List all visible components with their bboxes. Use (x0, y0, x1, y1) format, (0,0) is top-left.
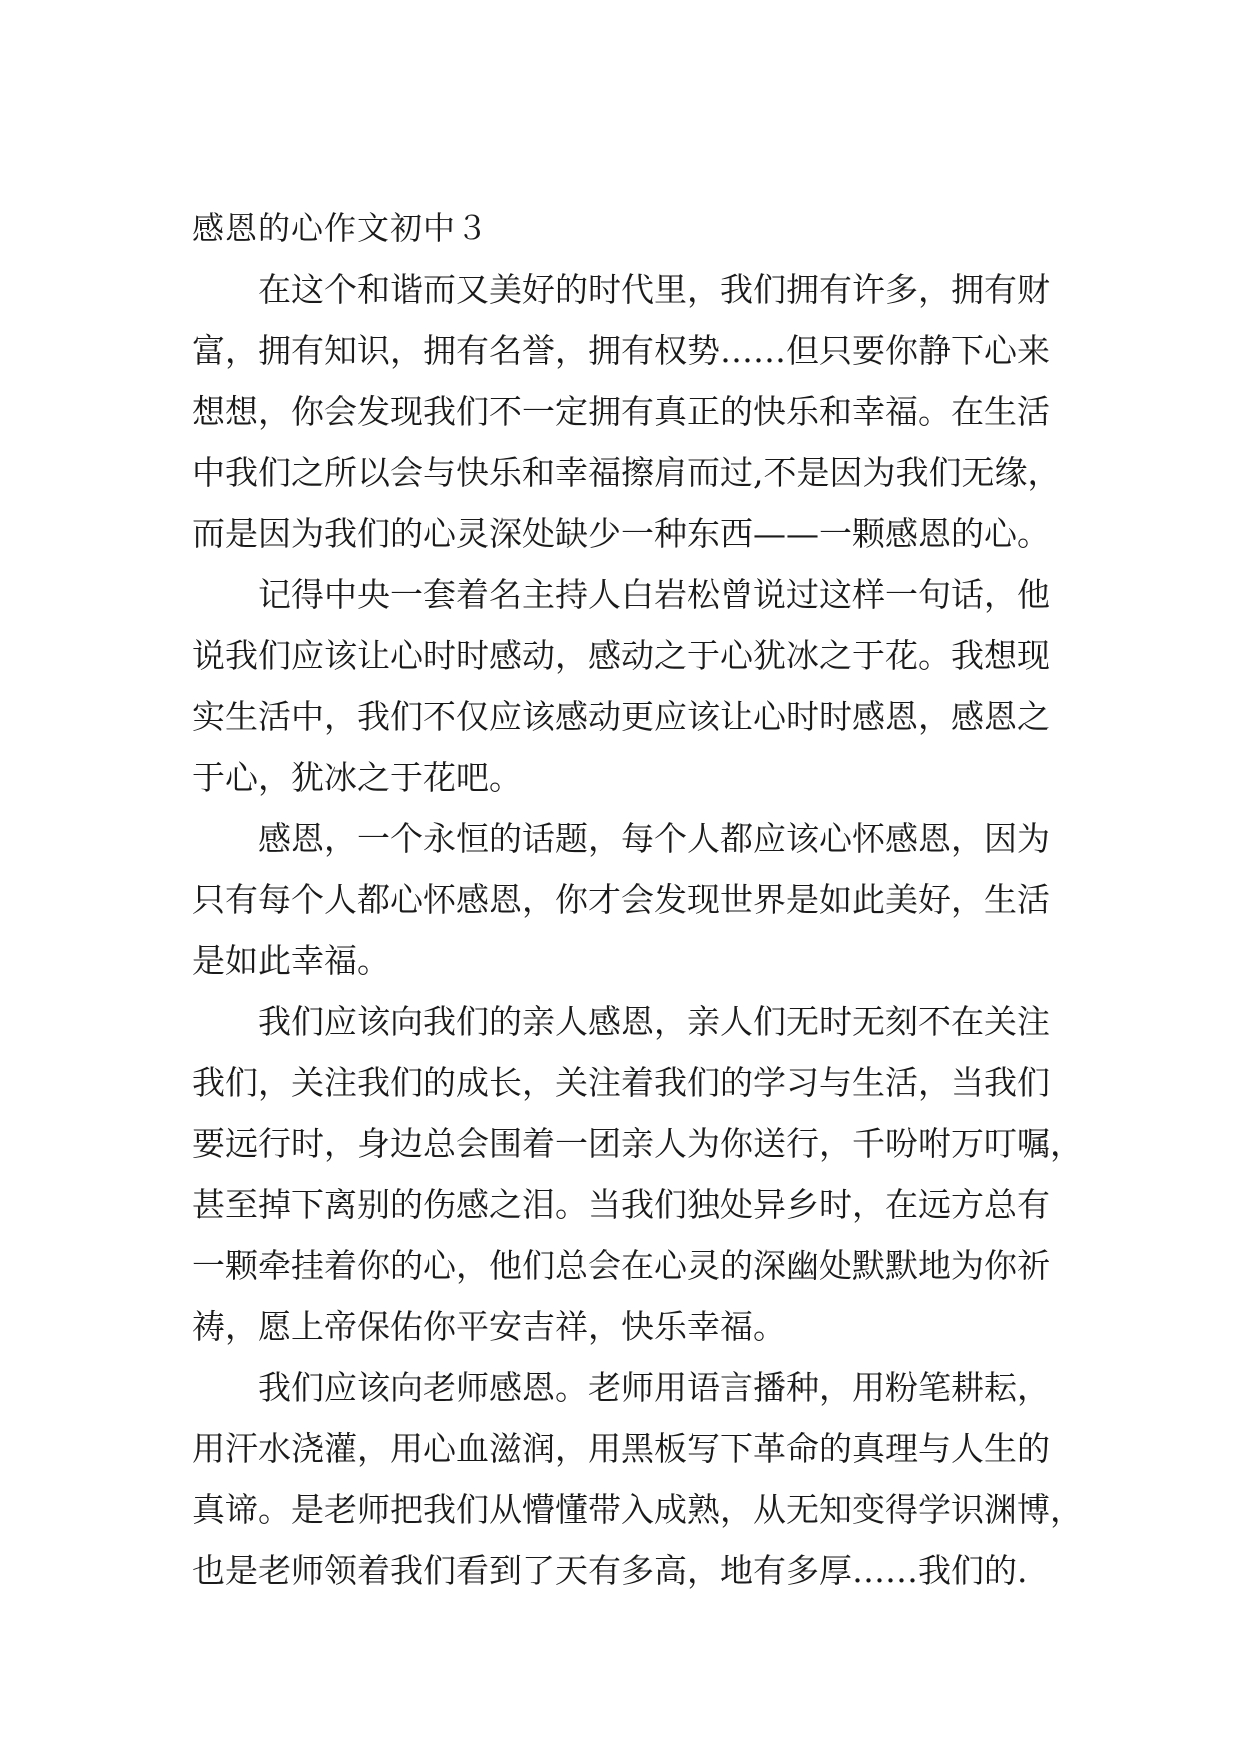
text-line: 我们，关注我们的成长，关注着我们的学习与生活，当我们 (192, 1063, 1050, 1102)
paragraph-2 (192, 564, 1050, 808)
paragraph-5 (192, 1357, 1083, 1601)
paragraph-3 (192, 808, 1050, 991)
text-line: 一颗牵挂着你的心，他们总会在心灵的深幽处默默地为你祈 (192, 1246, 1050, 1285)
text-line: 要远行时，身边总会围着一团亲人为你送行，千吩咐万叮嘱， (192, 1124, 1083, 1163)
document-title: 感恩的心作文初中３ (192, 209, 490, 247)
text-line: 中我们之所以会与快乐和幸福擦肩而过,不是因为我们无缘， (192, 453, 1061, 492)
text-line: 记得中央一套着名主持人白岩松曾说过这样一句话，他 (258, 575, 1050, 614)
text-line: 祷，愿上帝保佑你平安吉祥，快乐幸福。 (192, 1307, 786, 1346)
text-line: 只有每个人都心怀感恩，你才会发现世界是如此美好，生活 (192, 880, 1050, 919)
text-line: 于心，犹冰之于花吧。 (192, 758, 522, 797)
text-line: 实生活中，我们不仅应该感动更应该让心时时感恩，感恩之 (192, 697, 1050, 736)
text-line: 说我们应该让心时时感动，感动之于心犹冰之于花。我想现 (192, 636, 1050, 675)
text-line: 甚至掉下离别的伤感之泪。当我们独处异乡时，在远方总有 (192, 1185, 1050, 1224)
document-page (192, 198, 1083, 1601)
text-line: 用汗水浇灌，用心血滋润，用黑板写下革命的真理与人生的 (192, 1429, 1050, 1468)
text-line: 想想，你会发现我们不一定拥有真正的快乐和幸福。在生活 (192, 392, 1050, 431)
text-line: 我们应该向我们的亲人感恩，亲人们无时无刻不在关注 (258, 1002, 1050, 1041)
text-line: 真谛。是老师把我们从懵懂带入成熟，从无知变得学识渊博， (192, 1490, 1083, 1529)
text-line: 是如此幸福。 (192, 941, 390, 980)
text-line: 而是因为我们的心灵深处缺少一种东西——一颗感恩的心。 (192, 514, 1050, 553)
text-line: 我们应该向老师感恩。老师用语言播种，用粉笔耕耘， (258, 1368, 1050, 1407)
text-line: 富，拥有知识，拥有名誉，拥有权势……但只要你静下心来 (192, 331, 1050, 370)
text-line: 感恩，一个永恒的话题，每个人都应该心怀感恩，因为 (258, 819, 1050, 858)
text-line: 也是老师领着我们看到了天有多高，地有多厚……我们的. (192, 1551, 1028, 1590)
text-line: 在这个和谐而又美好的时代里，我们拥有许多，拥有财 (258, 270, 1050, 309)
paragraph-4 (192, 991, 1083, 1357)
paragraph-1 (192, 259, 1061, 564)
